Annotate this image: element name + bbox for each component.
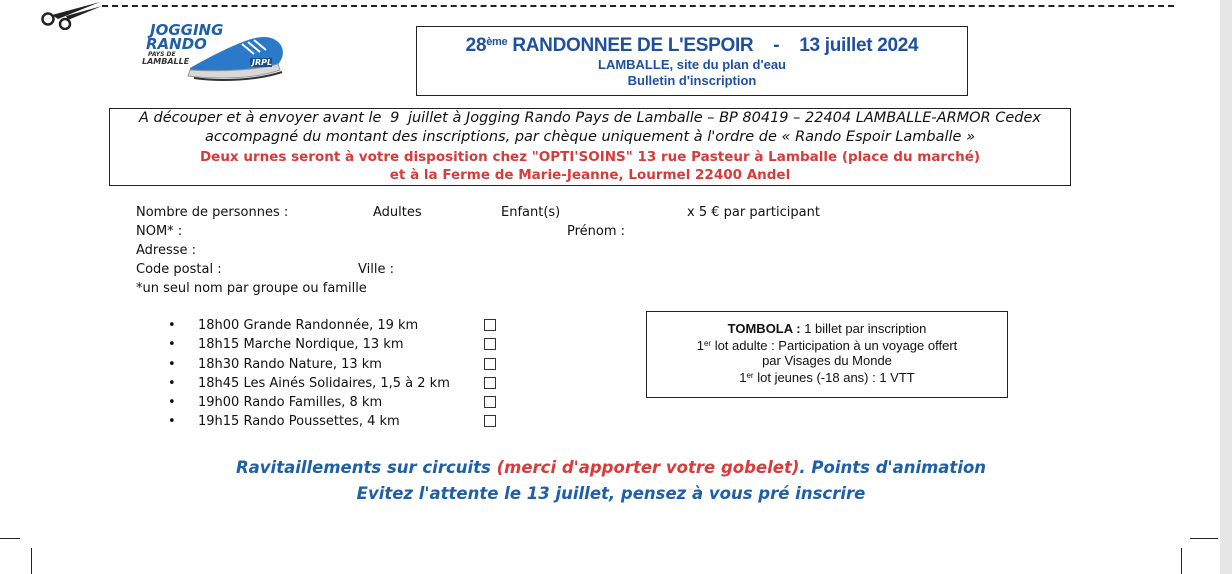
route-checkbox[interactable] <box>484 338 496 350</box>
route-label: 18h30 Rando Nature, 13 km <box>198 356 382 372</box>
scissors-icon <box>38 0 104 30</box>
footer-line-1 <box>0 458 1222 477</box>
instructions-line-1 <box>110 109 1070 128</box>
title-separator: - <box>773 35 780 56</box>
adults-label: Adultes <box>373 205 422 220</box>
route-checkbox[interactable] <box>484 415 496 427</box>
title-date: 13 juillet 2024 <box>799 35 919 56</box>
tombola-lot2-num: 1 <box>739 370 747 385</box>
tombola-lot1-text: lot adulte : Participation à un voyage offert <box>711 338 958 353</box>
price-label: x 5 € par participant <box>687 205 820 220</box>
footer-cup-note: (merci d'apporter votre gobelet) <box>496 458 800 477</box>
address-label: Adresse : <box>136 243 197 258</box>
logo-badge: JRPL <box>252 58 273 67</box>
logo-text-rando: RANDO <box>146 35 207 53</box>
title-event: RANDONNEE DE L'ESPOIR <box>512 35 754 56</box>
crop-mark <box>31 548 32 574</box>
instructions-box <box>109 108 1071 186</box>
tombola-lot1-sponsor: par Visages du Monde <box>762 353 892 368</box>
persons-label: Nombre de personnes : <box>136 205 289 220</box>
tombola-title-line <box>647 321 1007 336</box>
bullet-icon: • <box>168 318 176 333</box>
title-ordinal: 28 <box>465 35 487 56</box>
instructions-line-2: accompagné du montant des inscriptions, par chèque uniquement à l'ordre de « Rando Espoir Lamballe » <box>204 129 976 145</box>
tombola-box <box>646 311 1008 398</box>
instructions-address: juillet à Jogging Rando Pays de Lamballe – BP 80419 – 22404 LAMBALLE-ARMOR Cedex <box>407 110 1042 126</box>
tombola-ticket: 1 billet par inscription <box>800 321 927 336</box>
footer-supplies: Ravitaillements sur circuits <box>235 458 497 477</box>
bullet-icon: • <box>168 337 176 353</box>
bullet-icon: • <box>168 414 176 430</box>
city-label: Ville : <box>358 262 394 277</box>
bullet-icon: • <box>168 375 176 391</box>
bullet-icon: • <box>168 395 176 411</box>
route-checkbox[interactable] <box>484 358 496 370</box>
route-label: 18h00 Grande Randonnée, 19 km <box>198 318 419 333</box>
route-checkbox[interactable] <box>484 396 496 408</box>
footer-animation: . Points d'animation <box>799 458 987 477</box>
bullet-icon: • <box>168 356 176 372</box>
route-checkbox[interactable] <box>484 377 496 389</box>
page-title <box>417 35 967 57</box>
crop-mark <box>1181 548 1182 574</box>
instructions-urns: Deux urnes seront à votre disposition chez "OPTI'SOINS" 13 rue Pasteur à Lamballe (place du marché) <box>199 149 981 165</box>
tombola-lot1-num: 1 <box>696 338 704 353</box>
logo-text-jogging: JOGGING <box>150 21 224 39</box>
title-location: LAMBALLE, site du plan d'eau <box>598 57 786 72</box>
crop-mark <box>0 538 20 539</box>
tombola-lot2 <box>647 368 1007 385</box>
tombola-lot1-sup: er <box>703 339 712 348</box>
postal-code-label: Code postal : <box>136 262 222 277</box>
jogging-rando-logo <box>140 20 290 84</box>
children-label: Enfant(s) <box>501 205 561 220</box>
route-label: 19h00 Rando Familles, 8 km <box>198 395 383 411</box>
footer-line-2: Evitez l'attente le 13 juillet, pensez à vous pré inscrire <box>356 484 866 503</box>
tombola-lot2-text: lot jeunes (-18 ans) : 1 VTT <box>753 370 915 385</box>
instructions-farm: et à la Ferme de Marie-Jeanne, Lourmel 22400 Andel <box>389 167 791 183</box>
form-note: *un seul nom par groupe ou famille <box>136 281 367 296</box>
route-label: 18h45 Les Ainés Solidaires, 1,5 à 2 km <box>198 375 450 391</box>
crop-mark <box>1190 538 1218 539</box>
logo-text-pays-de: PAYS DE <box>148 51 176 58</box>
name-label: NOM* : <box>136 224 183 239</box>
cut-line <box>102 5 1174 7</box>
title-ordinal-sup: ème <box>486 36 508 48</box>
tombola-lot1 <box>647 336 1007 353</box>
tombola-title: TOMBOLA : <box>727 321 801 336</box>
instructions-day: 9 <box>390 110 400 126</box>
firstname-label: Prénom : <box>567 224 626 239</box>
logo-text-lamballe: LAMBALLE <box>142 57 190 66</box>
title-subtitle: Bulletin d'inscription <box>627 73 757 88</box>
title-box <box>416 26 968 96</box>
route-checkbox[interactable] <box>484 319 496 331</box>
route-label: 18h15 Marche Nordique, 13 km <box>198 337 404 353</box>
instructions-send-text: A découper et à envoyer avant le <box>138 110 382 126</box>
tombola-lot2-sup: er <box>746 371 754 380</box>
route-label: 19h15 Rando Poussettes, 4 km <box>198 414 400 430</box>
